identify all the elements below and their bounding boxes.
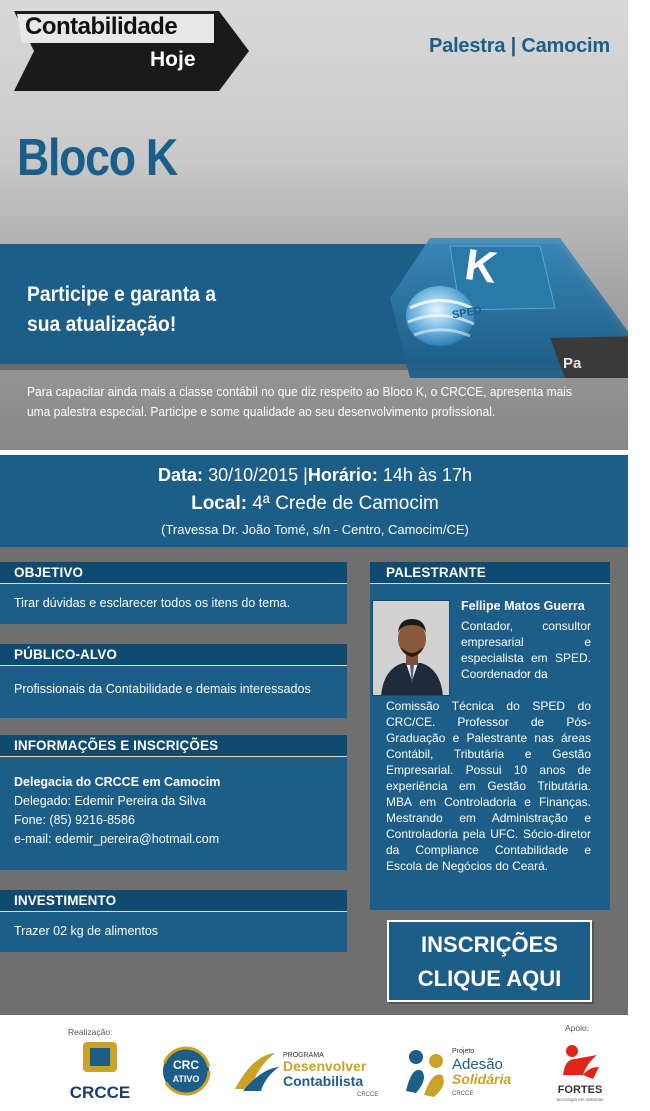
speaker-name: Fellipe Matos Guerra	[461, 599, 585, 613]
informacoes-org: Delegacia do CRCCE em Camocim	[14, 775, 221, 789]
logo-text-contabilidade: Contabilidade	[25, 13, 178, 40]
adesao-text: Adesão	[452, 1056, 503, 1073]
page-title: Bloco K	[17, 129, 177, 187]
footer	[0, 1015, 650, 1111]
inscricoes-button-line2: CLIQUE AQUI	[417, 966, 562, 991]
inscricoes-button[interactable]	[387, 920, 592, 1002]
key-partial-label: Pa	[563, 355, 582, 372]
contabilista-text: Contabilista	[283, 1073, 364, 1089]
apoio-label: Apoio:	[565, 1023, 590, 1033]
sped-label: SPED	[451, 304, 483, 322]
investimento-text: Trazer 02 kg de alimentos	[14, 924, 159, 938]
programa-text: PROGRAMA	[283, 1052, 324, 1059]
time-value: 14h às 17h	[382, 465, 472, 485]
adesao-solidaria-logo[interactable]	[402, 1043, 522, 1101]
realizacao-label: Realização:	[68, 1027, 113, 1037]
speaker-bio-rest: Comissão Técnica do SPED do CRC/CE. Professor de Pós-Graduação e Palestrante nas áreas Contábil, Tributária e Gestão Empresarial. Possui 10 anos de experiência em Gestão Tributária. MBA em Controladoria e Finanças. Mestrando em Administração e Controladoria pela UFC. Sócio-diretor da Compliance Contabilidade e Escola de Negócios do Ceará.	[386, 699, 591, 873]
investimento-heading: INVESTIMENTO	[0, 890, 347, 912]
speaker-bio-intro: Contador, consultor empresarial e especialista em SPED. Coordenador da	[461, 619, 591, 681]
objetivo-section	[0, 562, 347, 624]
logo-text-hoje: Hoje	[150, 48, 196, 71]
banner-headline-line2: sua atualização!	[27, 313, 177, 336]
desenvolver-text: Desenvolver	[283, 1058, 367, 1074]
banner-headline	[27, 280, 266, 340]
banner-headline-line1: Participe e garanta a	[27, 283, 217, 306]
date-value: 30/10/2015	[208, 465, 299, 485]
objetivo-text: Tirar dúvidas e esclarecer todos os itens do tema.	[14, 596, 291, 610]
ativo-logo-text: ATIVO	[172, 1074, 200, 1084]
crcce-logo-text: CRCCE	[69, 1083, 131, 1102]
key-letter: K	[461, 240, 501, 293]
location-line	[0, 493, 630, 515]
palestrante-section	[370, 562, 610, 910]
date-label: Data:	[158, 465, 204, 485]
investimento-section	[0, 890, 347, 952]
informacoes-heading: INFORMAÇÕES E INSCRIÇÕES	[0, 735, 347, 757]
inscricoes-button-line1: INSCRIÇÕES	[421, 932, 558, 957]
time-label: Horário:	[307, 465, 378, 485]
informacoes-email-link[interactable]: e-mail: edemir_pereira@hotmail.com	[14, 832, 220, 846]
publico-alvo-heading: PÚBLICO-ALVO	[0, 644, 347, 666]
publico-alvo-text: Profissionais da Contabilidade e demais interessados	[14, 682, 311, 696]
desenvolver-org-text: CRCCE	[357, 1092, 378, 1098]
crc-logo-text: CRC	[173, 1058, 199, 1072]
local-value: 4ª Crede de Camocim	[252, 493, 439, 514]
informacoes-delegado: Delegado: Edemir Pereira da Silva	[14, 794, 206, 808]
informacoes-body	[0, 757, 347, 859]
desenvolver-contabilista-logo[interactable]	[233, 1045, 378, 1101]
speaker-photo	[372, 600, 450, 696]
keyboard-image	[390, 238, 640, 378]
projeto-text: Projeto	[452, 1048, 475, 1055]
intro-text: Para capacitar ainda mais a classe contábil no que diz respeito ao Bloco K, o CRCCE, apresenta mais uma palestra especial. Participe e some qualidade ao seu desenvolvimento profissional.	[27, 385, 572, 419]
date-time-line	[0, 465, 630, 486]
fortes-tagline: tecnologia em sistemas	[556, 1097, 604, 1102]
publico-alvo-section	[0, 644, 347, 718]
solidaria-text: Solidária	[452, 1071, 512, 1087]
local-label: Local:	[191, 493, 248, 514]
event-type-label: Palestra | Camocim	[429, 35, 610, 57]
fortes-text: FORTES	[557, 1084, 603, 1096]
informacoes-section	[0, 735, 347, 870]
address-line: (Travessa Dr. João Tomé, s/n - Centro, Camocim/CE)	[161, 522, 469, 537]
palestrante-heading: PALESTRANTE	[370, 562, 610, 584]
contabilidade-hoje-logo[interactable]	[14, 9, 249, 93]
event-details-band	[0, 455, 630, 547]
informacoes-fone: Fone: (85) 9216-8586	[14, 813, 135, 827]
adesao-org-text: CRCCE	[452, 1091, 474, 1097]
crc-ativo-logo[interactable]	[160, 1045, 212, 1097]
right-margin	[628, 0, 650, 1015]
date-separator: |	[303, 465, 308, 485]
objetivo-heading: OBJETIVO	[0, 562, 347, 584]
crcce-logo[interactable]	[65, 1040, 135, 1102]
fortes-logo[interactable]	[553, 1037, 608, 1105]
